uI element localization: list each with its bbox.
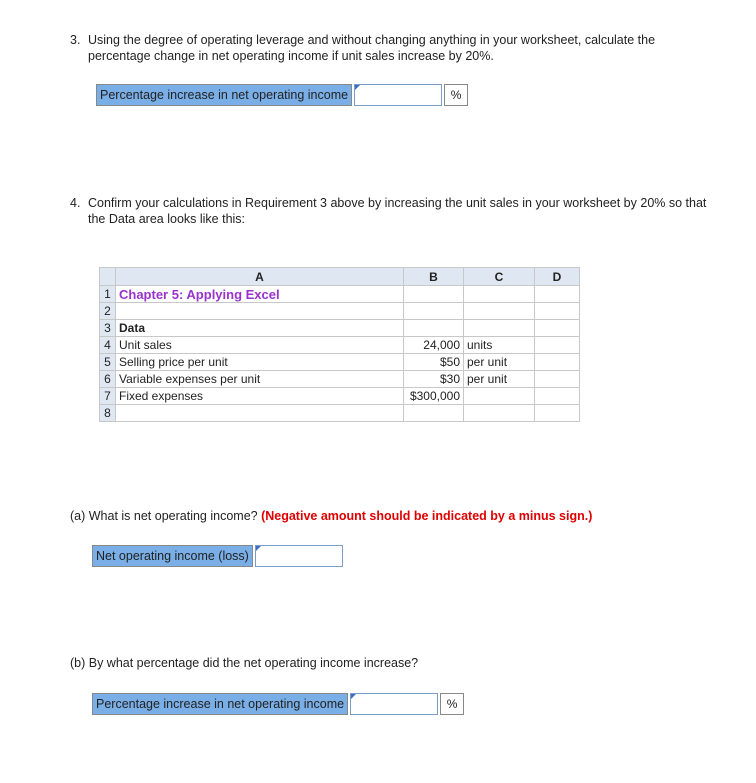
cell-unit: per unit xyxy=(464,371,535,388)
question-4 xyxy=(70,195,710,227)
question-text: (a) What is net operating income? xyxy=(70,509,258,523)
cell-unit: per unit xyxy=(464,354,535,371)
percentage-input-field[interactable] xyxy=(355,85,441,105)
answer-label: Net operating income (loss) xyxy=(92,545,253,567)
sheet-row xyxy=(100,354,580,371)
percent-sign: % xyxy=(444,84,468,106)
cell-value: $300,000 xyxy=(404,388,464,405)
row-number: 2 xyxy=(100,303,116,320)
column-header: B xyxy=(404,268,464,286)
cell-flag-icon xyxy=(351,694,356,699)
sheet-row xyxy=(100,405,580,422)
qb-answer-row xyxy=(92,693,464,715)
question-b: (b) By what percentage did the net operating income increase? xyxy=(70,656,419,670)
row-number: 3 xyxy=(100,320,116,337)
question-number: 4. xyxy=(70,196,81,210)
percentage-input[interactable] xyxy=(354,84,442,106)
row-number: 4 xyxy=(100,337,116,354)
cell-value: 24,000 xyxy=(404,337,464,354)
cell-value: $30 xyxy=(404,371,464,388)
column-header: D xyxy=(535,268,580,286)
column-header: A xyxy=(116,268,404,286)
cell-label: Unit sales xyxy=(116,337,404,354)
question-text: Using the degree of operating leverage and without changing anything in your worksheet, calculate the percentage change in net operating income if unit sales increase by 20%. xyxy=(88,33,656,63)
cell-label: Data xyxy=(116,320,404,337)
sheet-title: Chapter 5: Applying Excel xyxy=(116,286,404,303)
sheet-row xyxy=(100,286,580,303)
net-operating-income-field[interactable] xyxy=(256,546,342,566)
question-number: 3. xyxy=(70,33,81,47)
percentage-increase-input[interactable] xyxy=(350,693,438,715)
cell-flag-icon xyxy=(256,546,261,551)
sheet-row xyxy=(100,320,580,337)
spreadsheet xyxy=(99,267,580,422)
percent-sign: % xyxy=(440,693,464,715)
cell-flag-icon xyxy=(355,85,360,90)
qa-answer-row xyxy=(92,545,343,567)
question-3 xyxy=(70,32,710,64)
answer-label: Percentage increase in net operating income xyxy=(92,693,348,715)
q3-answer-row xyxy=(96,84,468,106)
cell-label: Fixed expenses xyxy=(116,388,404,405)
sheet-row xyxy=(100,388,580,405)
cell-unit: units xyxy=(464,337,535,354)
row-number: 1 xyxy=(100,286,116,303)
answer-label: Percentage increase in net operating income xyxy=(96,84,352,106)
cell-label: Variable expenses per unit xyxy=(116,371,404,388)
question-a xyxy=(70,509,592,523)
row-number: 7 xyxy=(100,388,116,405)
percentage-increase-field[interactable] xyxy=(351,694,437,714)
row-number: 5 xyxy=(100,354,116,371)
net-operating-income-input[interactable] xyxy=(255,545,343,567)
cell-value: $50 xyxy=(404,354,464,371)
sheet-row xyxy=(100,337,580,354)
column-header: C xyxy=(464,268,535,286)
corner-cell xyxy=(100,268,116,286)
instruction-note: (Negative amount should be indicated by a minus sign.) xyxy=(261,509,593,523)
row-number: 8 xyxy=(100,405,116,422)
sheet-row xyxy=(100,303,580,320)
cell-label: Selling price per unit xyxy=(116,354,404,371)
question-text: Confirm your calculations in Requirement 3 above by increasing the unit sales in your worksheet by 20% so that the Data area looks like this: xyxy=(88,196,707,226)
sheet-row xyxy=(100,371,580,388)
row-number: 6 xyxy=(100,371,116,388)
